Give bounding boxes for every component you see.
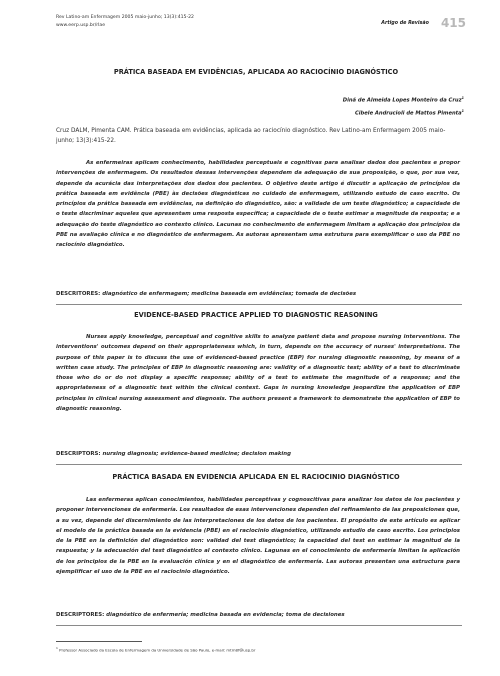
journal-website: www.eerp.usp.br/rlae — [56, 23, 106, 28]
author-2: Cibele Andrucioli de Mattos Pimenta$^1$ — [354, 108, 464, 117]
footnote: $^1$ Professor Associado da Escola de Enfermagem da Universidade de São Paulo, e-mail: mtm8f@usp.br — [56, 646, 256, 653]
abstract-portuguese: As enfermeiras aplicam conhecimento, habilidades perceptuais e cognitivas para analisar dados dos pacientes e propor intervenções de enfermagem. Os resultados dessas intervenções dependem da adequação de sua proposição, o que, por sua vez, depende da acurácia das interpretações dos dados dos pacientes. O objetivo deste artigo é discutir a aplicação de princípios da prática baseada em evidência (PBE) às decisões diagnósticas no cuidado de enfermagem, utilizando estudo de caso escrito. Os princípios da prática baseada em evidências, na definição do diagnóstico, são: a validade de um teste diagnóstico; a capacidade de o teste discriminar aqueles que apresentam uma resposta específica; a capacidade de o teste estimar a magnitude da resposta; e a adequação do teste diagnóstico ao contexto clínico. Lacunas no conhecimento de enfermagem limitam a aplicação dos princípios da PBE na avaliação clínica e no diagnóstico de enfermagem. As autoras apresentam uma estrutura para exemplificar o uso da PBE no raciocínio diagnóstico. — [56, 160, 460, 249]
keywords-text: diagnóstico de enfermagem; medicina baseada em evidências; tomada de decisões — [102, 291, 357, 297]
running-header — [56, 14, 194, 30]
citation-text: Cruz DALM, Pimenta CAM. Prática baseada em evidências, aplicada ao raciocínio diagnóstico. Rev Latino-am Enfermagem 2005 maio-junho; 13(3):415-22. — [56, 128, 446, 144]
abstract-english: Nurses apply knowledge, perceptual and cognitive skills to analyze patient data and propose nursing interventions. The interventions' outcomes depend on their appropriateness which, in turn, depends on the accuracy of nurses' interpretations. The purpose of this paper is to discuss the use of evidenced-based practice (EBP) for nursing diagnostic reasoning, by means of a written case study. The principles of EBP in diagnostic reasoning are: validity of a diagnostic test; ability of a test to discriminate those who do or do not display a specific response; ability of a test to estimate the magnitude of a response; and the appropriateness of a diagnostic test within the clinical context. Gaps in nursing knowledge jeopardize the application of EBP principles in clinical nursing assessment and diagnosis. The authors present a framework to demonstrate the application of EBP to diagnostic reasoning. — [56, 334, 460, 413]
keywords-label: DESCRIPTORES: — [56, 612, 105, 618]
section-divider — [56, 625, 462, 626]
abstract-spanish: Las enfermeras aplican conocimientos, habilidades perceptivas y cognoscitivas para analizar los datos de los pacientes y proponer intervenciones de enfermería. Los resultados de esas intervenciones dependen del refinamiento de las preposiciones que, a su vez, depende del discernimiento de las interpretaciones de los datos de los pacientes. El propósito de este artículo es aplicar el modelo de la práctica basada en la evidencia (PBE) en el raciocinio diagnóstico, utilizando estudio de caso escrito. Los principios de la PBE en la definición del diagnóstico son: validad del test diagnóstico; la capacidad del test en estimar la magnitud de la respuesta; y la adecuación del test diagnóstico al contexto clínico. Lagunas en el conocimiento de enfermería limitan la aplicación de los principios de la PBE en la evaluación clínica y en el diagnóstico de enfermería. Las autoras presentan una estructura para ejemplificar el uso de la PBE en el raciocinio diagnóstico. — [56, 497, 460, 576]
section-divider — [56, 464, 462, 465]
keywords-english — [56, 451, 460, 457]
authors-block — [343, 93, 464, 118]
section-label: Artigo de Revisão — [381, 20, 429, 26]
keywords-text: nursing diagnosis; evidence-based medicine; decision making — [102, 451, 291, 457]
journal-citation-line: Rev Latino-am Enfermagem 2005 maio-junho; 13(3):415-22 — [56, 15, 194, 20]
keywords-label: DESCRITORES: — [56, 291, 101, 297]
keywords-label: DESCRIPTORS: — [56, 451, 101, 457]
title-english: EVIDENCE-BASED PRACTICE APPLIED TO DIAGNOSTIC REASONING — [134, 311, 378, 319]
page-number: 415 — [440, 16, 466, 30]
title-spanish: PRÁCTICA BASADA EN EVIDENCIA APLICADA EN EL RACIOCINIO DIAGNÓSTICO — [112, 473, 400, 481]
author-1: Diná de Almeida Lopes Monteiro da Cruz$^1$ — [342, 96, 464, 104]
keywords-spanish — [56, 612, 460, 618]
footnote-rule — [56, 641, 142, 642]
title-portuguese: PRÁTICA BASEADA EM EVIDÊNCIAS, APLICADA AO RACIOCÍNIO DIAGNÓSTICO — [113, 68, 399, 76]
keywords-text: diagnóstico de enfermería; medicina basada en evidencia; toma de decisiones — [106, 612, 345, 618]
section-divider — [56, 304, 462, 305]
header-right — [381, 16, 466, 30]
keywords-portuguese — [56, 291, 460, 297]
